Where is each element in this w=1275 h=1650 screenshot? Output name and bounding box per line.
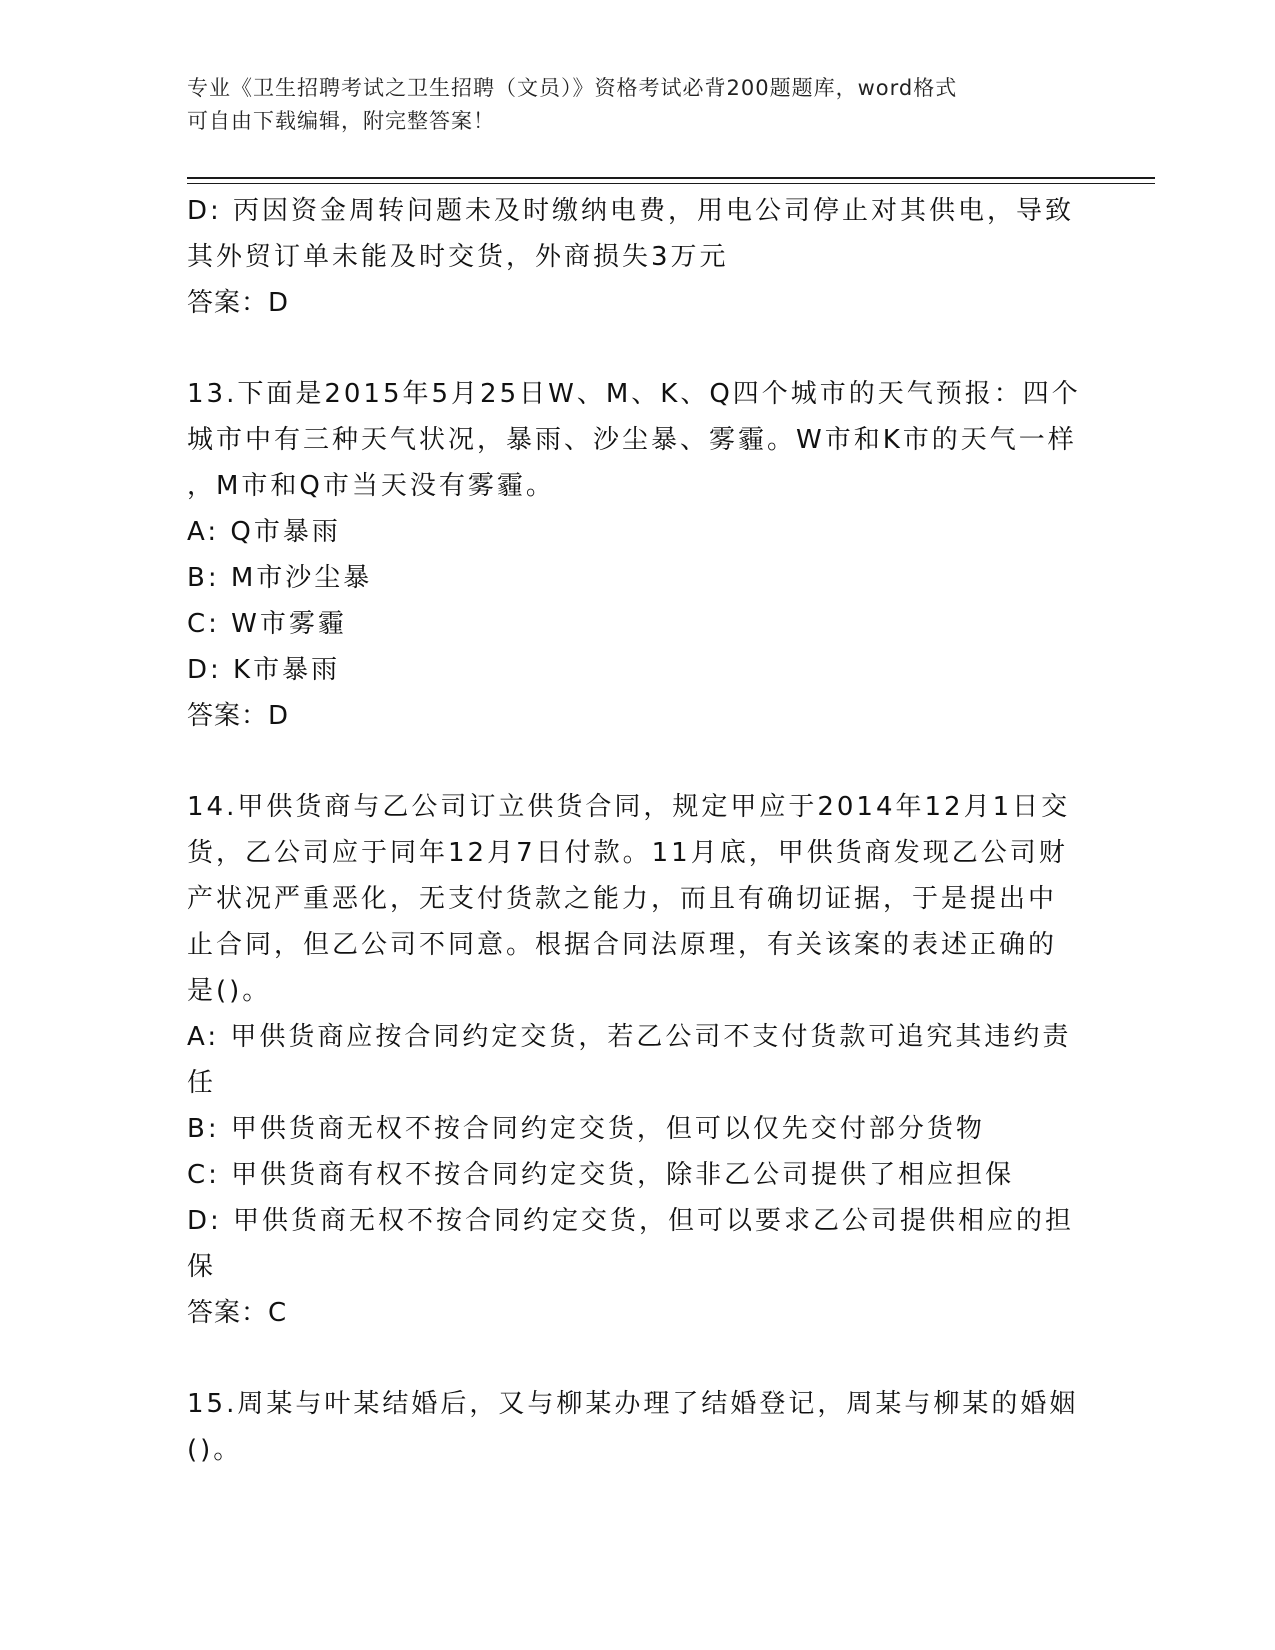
question-12-tail (187, 188, 1087, 326)
answer-line: 答案：C (187, 1298, 288, 1328)
answer-line: 答案：D (187, 701, 290, 731)
question-15 (187, 1381, 1087, 1473)
page-header (187, 72, 1087, 138)
question-stem-line: 止合同，但乙公司不同意。根据合同法原理，有关该案的表述正确的 (187, 930, 1058, 960)
option-line: 其外贸订单未能及时交货，外商损失3万元 (187, 242, 729, 272)
question-14 (187, 784, 1087, 1336)
option-c: C: 甲供货商有权不按合同约定交货，除非乙公司提供了相应担保 (187, 1160, 1015, 1190)
question-stem-line: ，M市和Q市当天没有雾霾。 (187, 471, 555, 501)
question-gap (187, 1336, 1087, 1381)
question-stem-line: 产状况严重恶化，无支付货款之能力，而且有确切证据，于是提出中 (187, 884, 1058, 914)
option-line: D: 丙因资金周转问题未及时缴纳电费，用电公司停止对其供电，导致 (187, 196, 1075, 226)
question-stem-line: 是()。 (187, 976, 272, 1006)
option-d: D: K市暴雨 (187, 655, 341, 685)
option-b: B: M市沙尘暴 (187, 563, 373, 593)
question-list (187, 188, 1087, 1473)
header-divider-thick (187, 177, 1155, 179)
option-c: C: W市雾霾 (187, 609, 347, 639)
question-stem-line: 15.周某与叶某结婚后，又与柳某办理了结婚登记，周某与柳某的婚姻 (187, 1389, 1079, 1419)
option-d-continued: 保 (187, 1252, 217, 1282)
answer-line: 答案：D (187, 288, 290, 318)
question-gap (187, 739, 1087, 784)
header-divider-thin (187, 183, 1155, 184)
question-stem-line: 城市中有三种天气状况，暴雨、沙尘暴、雾霾。W市和K市的天气一样 (187, 425, 1077, 455)
option-b: B: 甲供货商无权不按合同约定交货，但可以仅先交付部分货物 (187, 1114, 985, 1144)
option-a: A: Q市暴雨 (187, 517, 341, 547)
question-gap (187, 326, 1087, 371)
question-13 (187, 371, 1087, 739)
header-title-line-2: 可自由下载编辑，附完整答案！ (187, 109, 495, 133)
question-stem-line: 14.甲供货商与乙公司订立供货合同，规定甲应于2014年12月1日交 (187, 792, 1071, 822)
option-d: D: 甲供货商无权不按合同约定交货，但可以要求乙公司提供相应的担 (187, 1206, 1075, 1236)
header-title-line-1: 专业《卫生招聘考试之卫生招聘（文员）》资格考试必背200题题库，word格式 (187, 76, 958, 100)
option-a-continued: 任 (187, 1068, 217, 1098)
question-stem-line: 13.下面是2015年5月25日W、M、K、Q四个城市的天气预报：四个 (187, 379, 1081, 409)
option-a: A: 甲供货商应按合同约定交货，若乙公司不支付货款可追究其违约责 (187, 1022, 1072, 1052)
question-stem-line: 货，乙公司应于同年12月7日付款。11月底，甲供货商发现乙公司财 (187, 838, 1068, 868)
question-stem-line: ()。 (187, 1435, 243, 1465)
